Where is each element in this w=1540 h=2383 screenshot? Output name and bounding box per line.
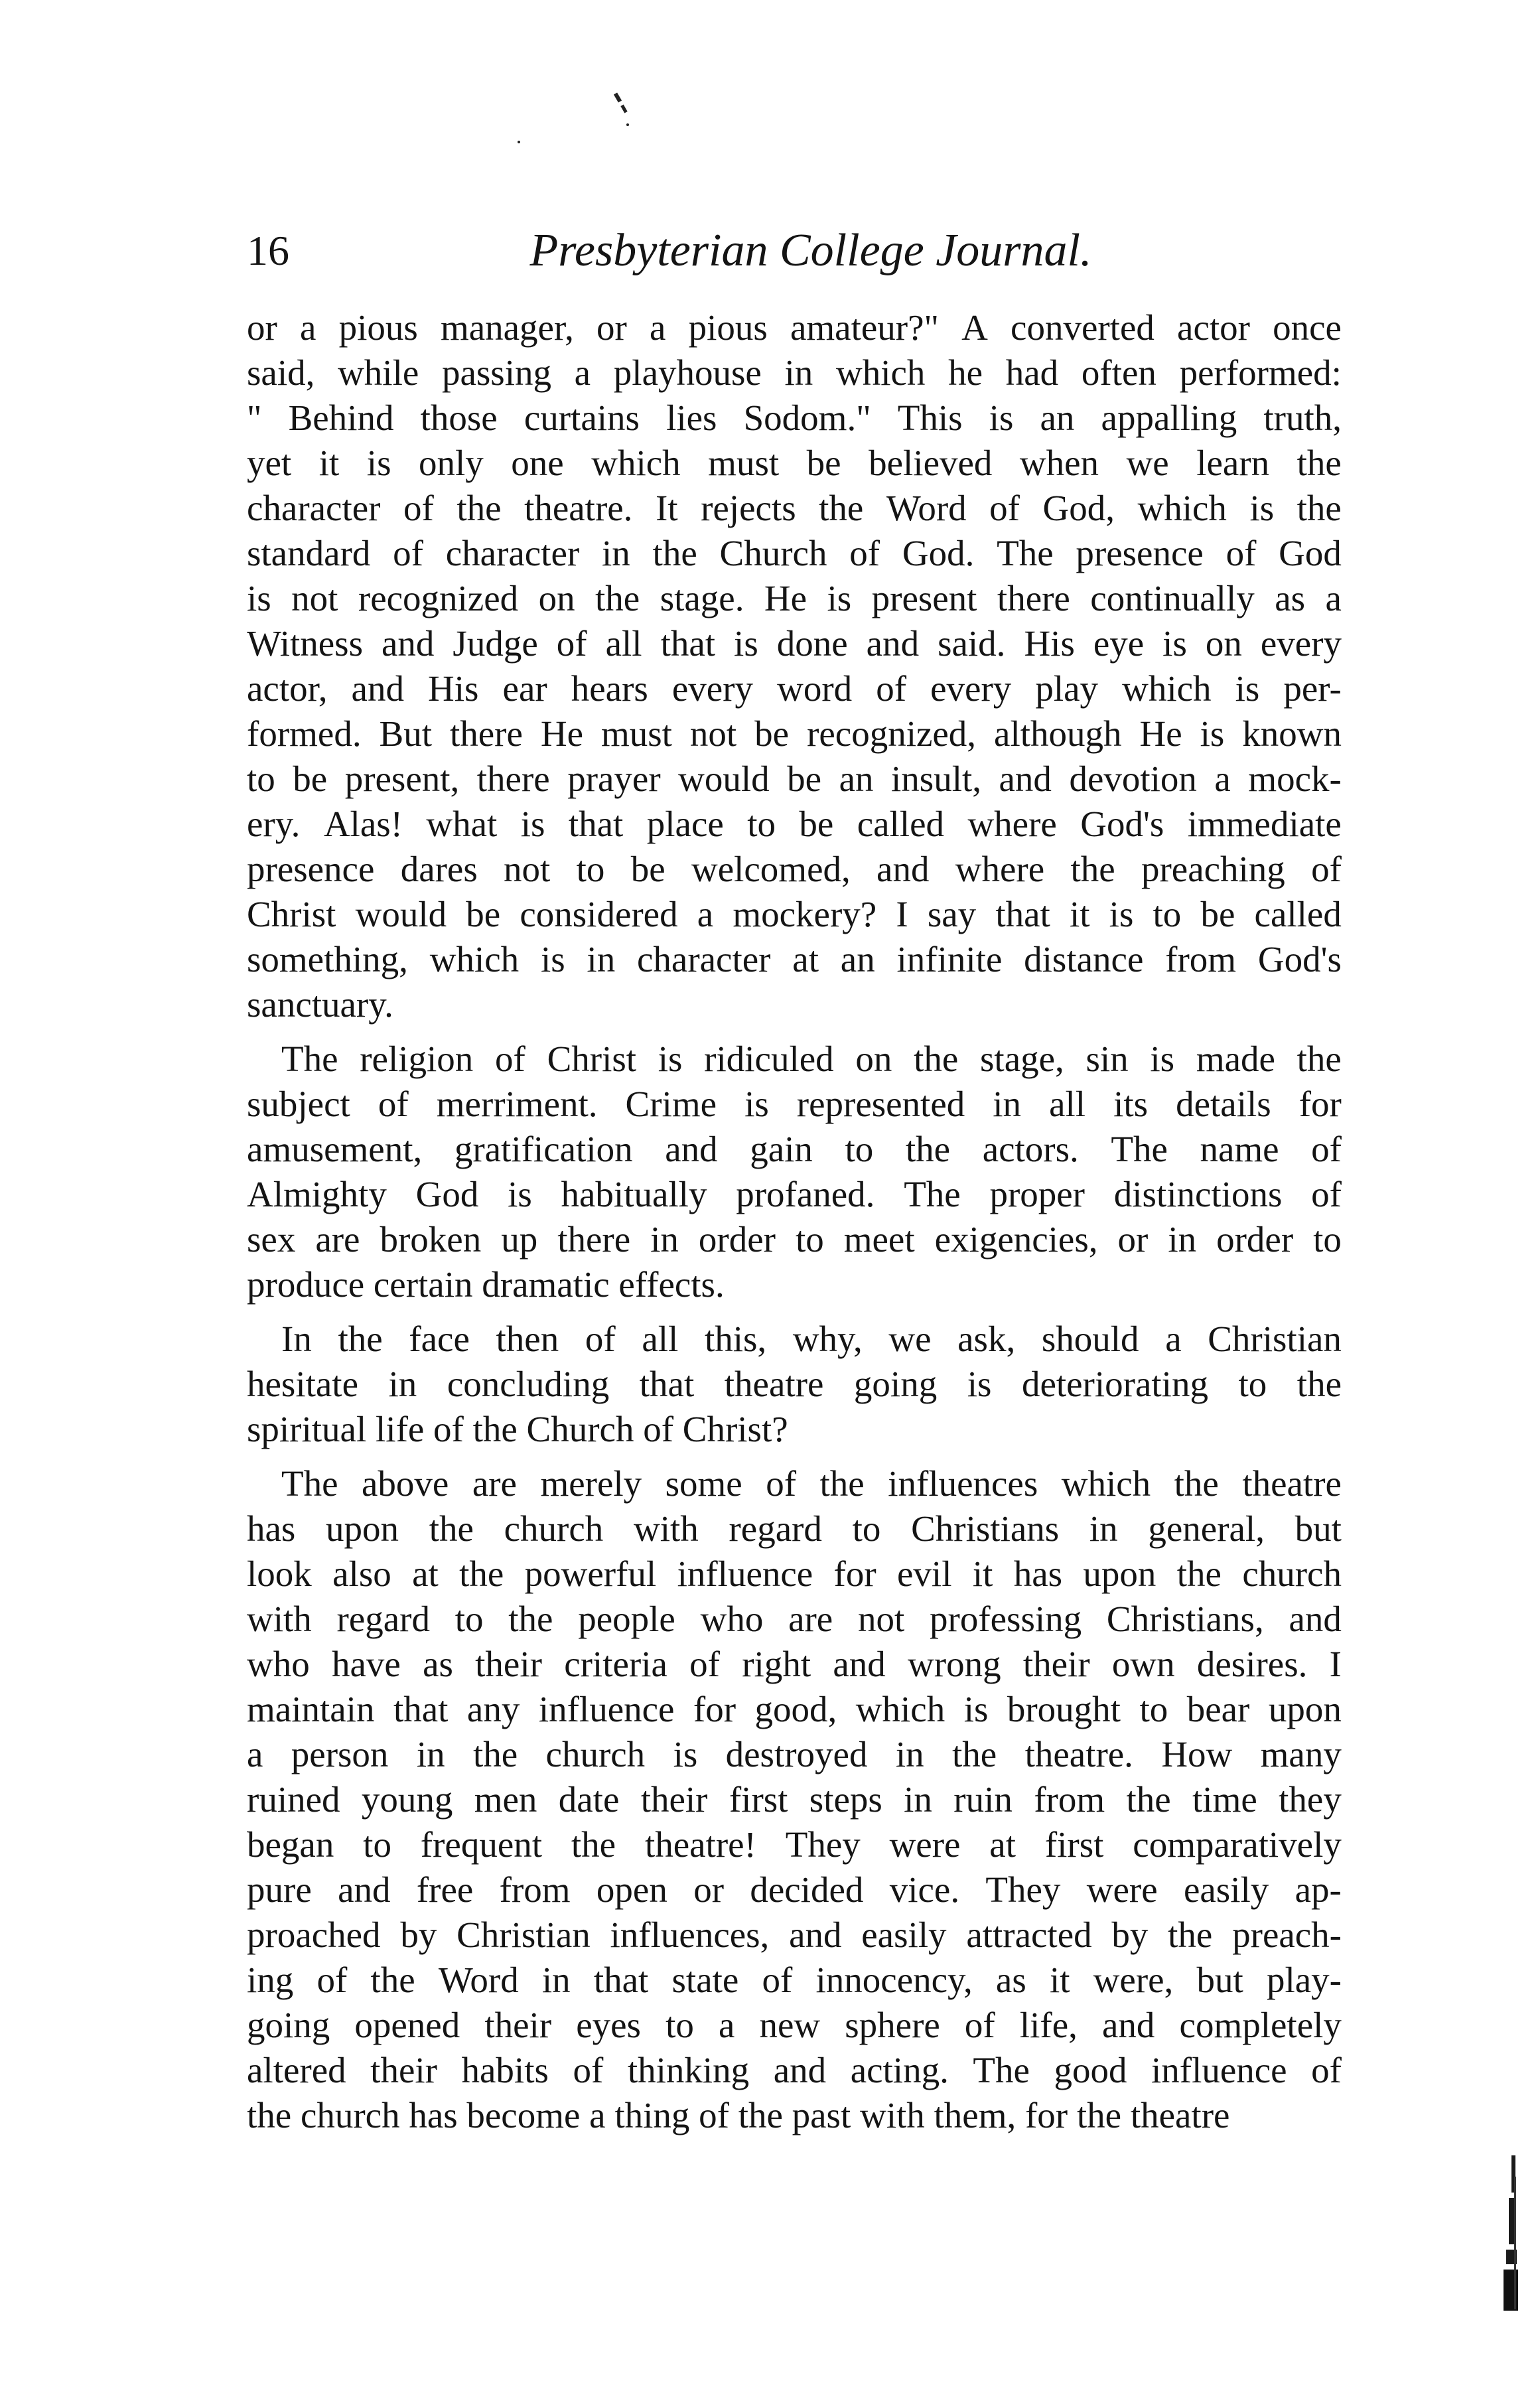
text-line: Witness and Judge of all that is done and said. His eye is on every [247, 623, 1342, 664]
text-line: is not recognized on the stage. He is present there continually as a [247, 578, 1342, 618]
text-line: standard of character in the Church of God. The presence of God [247, 533, 1342, 573]
text-line: proached by Christian influences, and easily attracted by the preach- [247, 1914, 1342, 1955]
running-title: Presbyterian College Journal. [529, 225, 1092, 276]
ink-speck [614, 92, 622, 102]
ink-speck [518, 141, 520, 143]
text-line: Almighty God is habitually profaned. The proper distinctions of [247, 1174, 1342, 1214]
text-line: subject of merriment. Crime is represented in all its details for [247, 1084, 1342, 1124]
text-line: look also at the powerful influence for evil it has upon the church [247, 1553, 1342, 1594]
text-line: spiritual life of the Church of Christ? [247, 1409, 788, 1449]
page-header [247, 218, 1342, 291]
text-line: to be present, there prayer would be an insult, and devotion a mock- [247, 758, 1342, 799]
text-line: sex are broken up there in order to meet exigencies, or in order to [247, 1219, 1342, 1260]
ink-speck [626, 123, 629, 126]
text-line: pure and free from open or decided vice. They were easily ap- [247, 1869, 1342, 1910]
text-line: formed. But there He must not be recognized, although He is known [247, 713, 1342, 754]
ink-speck [620, 105, 627, 113]
text-line: yet it is only one which must be believed when we learn the [247, 443, 1342, 483]
text-line: produce certain dramatic effects. [247, 1264, 725, 1305]
text-line: altered their habits of thinking and acting. The good influence of [247, 2050, 1342, 2090]
text-line: In the face then of all this, why, we ask, should a Christian [281, 1319, 1342, 1359]
text-line: ery. Alas! what is that place to be called where God's immediate [247, 804, 1342, 844]
text-line: character of the theatre. It rejects the Word of God, which is the [247, 488, 1342, 528]
text-line: began to frequent the theatre! They were at first comparatively [247, 1824, 1342, 1865]
text-line: sanctuary. [247, 984, 393, 1025]
text-line: something, which is in character at an infinite distance from God's [247, 939, 1342, 979]
text-line: amusement, gratification and gain to the actors. The name of [247, 1129, 1342, 1169]
text-line: with regard to the people who are not professing Christians, and [247, 1599, 1342, 1639]
text-line: said, while passing a playhouse in which he had often performed: [247, 352, 1342, 393]
text-line: hesitate in concluding that theatre going is deteriorating to the [247, 1364, 1342, 1404]
text-line: going opened their eyes to a new sphere of life, and completely [247, 2005, 1342, 2045]
text-line: maintain that any influence for good, which is brought to bear upon [247, 1689, 1342, 1729]
text-line: ruined young men date their first steps in ruin from the time they [247, 1779, 1342, 1820]
text-line: Christ would be considered a mockery? I say that it is to be called [247, 894, 1342, 934]
text-line: actor, and His ear hears every word of every play which is per- [247, 668, 1342, 709]
body-text [247, 305, 1342, 2138]
text-line: the church has become a thing of the past with them, for the theatre [247, 2095, 1230, 2135]
text-line: has upon the church with regard to Christians in general, but [247, 1508, 1342, 1549]
text-line: a person in the church is destroyed in the theatre. How many [247, 1734, 1342, 1774]
text-line: who have as their criteria of right and wrong their own desires. I [247, 1644, 1342, 1684]
text-line: The religion of Christ is ridiculed on the stage, sin is made the [281, 1039, 1342, 1079]
page-edge-mark [1501, 2150, 1521, 2323]
page-number: 16 [247, 227, 289, 274]
text-line: ing of the Word in that state of innocency, as it were, but play- [247, 1960, 1342, 2000]
text-line: or a pious manager, or a pious amateur?" A converted actor once [247, 307, 1342, 348]
text-line: presence dares not to be welcomed, and where the preaching of [247, 849, 1342, 889]
text-line: " Behind those curtains lies Sodom." This is an appalling truth, [247, 397, 1342, 438]
text-line: The above are merely some of the influences which the theatre [281, 1463, 1342, 1504]
